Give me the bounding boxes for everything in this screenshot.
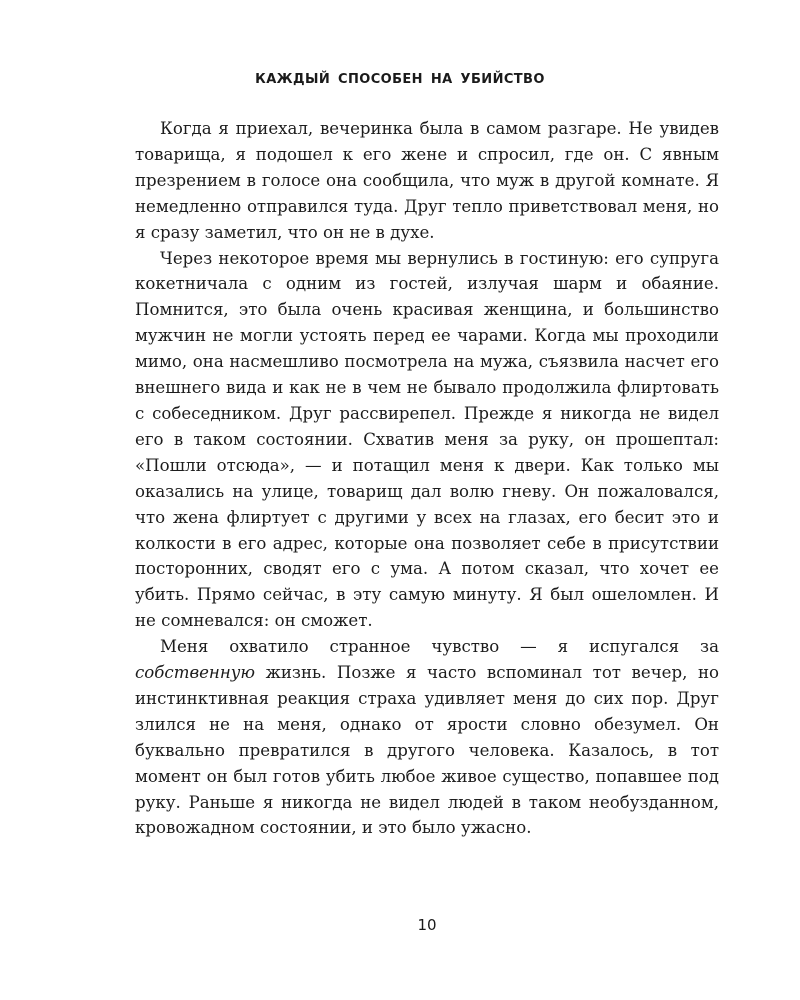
- running-head-title: КАЖДЫЙ СПОСОБЕН НА УБИЙСТВО: [255, 72, 545, 87]
- paragraph-3: [135, 634, 719, 841]
- body-text: [135, 116, 719, 841]
- paragraph-3-italic-word: собственную: [135, 663, 256, 683]
- page-number: 10: [417, 916, 437, 934]
- paragraph-3-end: жизнь. Позже я часто вспоминал тот вечер, но инстинктивная реакция страха удивляет меня до сих пор. Друг злился не на меня, однако от ярости словно обезумел. Он буквально превратился в другого человека. Казалось, в тот момент он был готов убить любое живое существо, попавшее под руку. Раньше я никогда не видел людей в таком необузданном, кровожадном состоянии, и это было ужасно.: [135, 663, 719, 838]
- paragraph-3-start: Меня охватило странное чувство — я испугался за: [160, 637, 719, 657]
- paragraph-1: Когда я приехал, вечеринка была в самом разгаре. Не увидев товарища, я подошел к его жене и спросил, где он. С явным презрением в голосе она сообщила, что муж в другой комнате. Я немедленно отправился туда. Друг тепло приветствовал меня, но я сразу заметил, что он не в духе.: [135, 119, 719, 242]
- paragraph-2: Через некоторое время мы вернулись в гостиную: его супруга кокетничала с одним из гостей, излучая шарм и обаяние. Помнится, это была очень красивая женщина, и большинство мужчин не могли устоять перед ее чарами. Когда мы проходили мимо, она насмешливо посмотрела на мужа, съязвила насчет его внешнего вида и как не в чем не бывало продолжила флиртовать с собеседником. Друг рассвирепел. Прежде я никогда не видел его в таком состоянии. Схватив меня за руку, он прошептал: «Пошли отсюда», — и потащил меня к двери. Как только мы оказались на улице, товарищ дал волю гневу. Он пожаловался, что жена флиртует с другими у всех на глазах, его бесит это и колкости в его адрес, которые она позволяет себе в присутствии посторонних, сводят его с ума. А потом сказал, что хочет ее убить. Прямо сейчас, в эту самую минуту. Я был ошеломлен. И не сомневался: он сможет.: [135, 248, 719, 631]
